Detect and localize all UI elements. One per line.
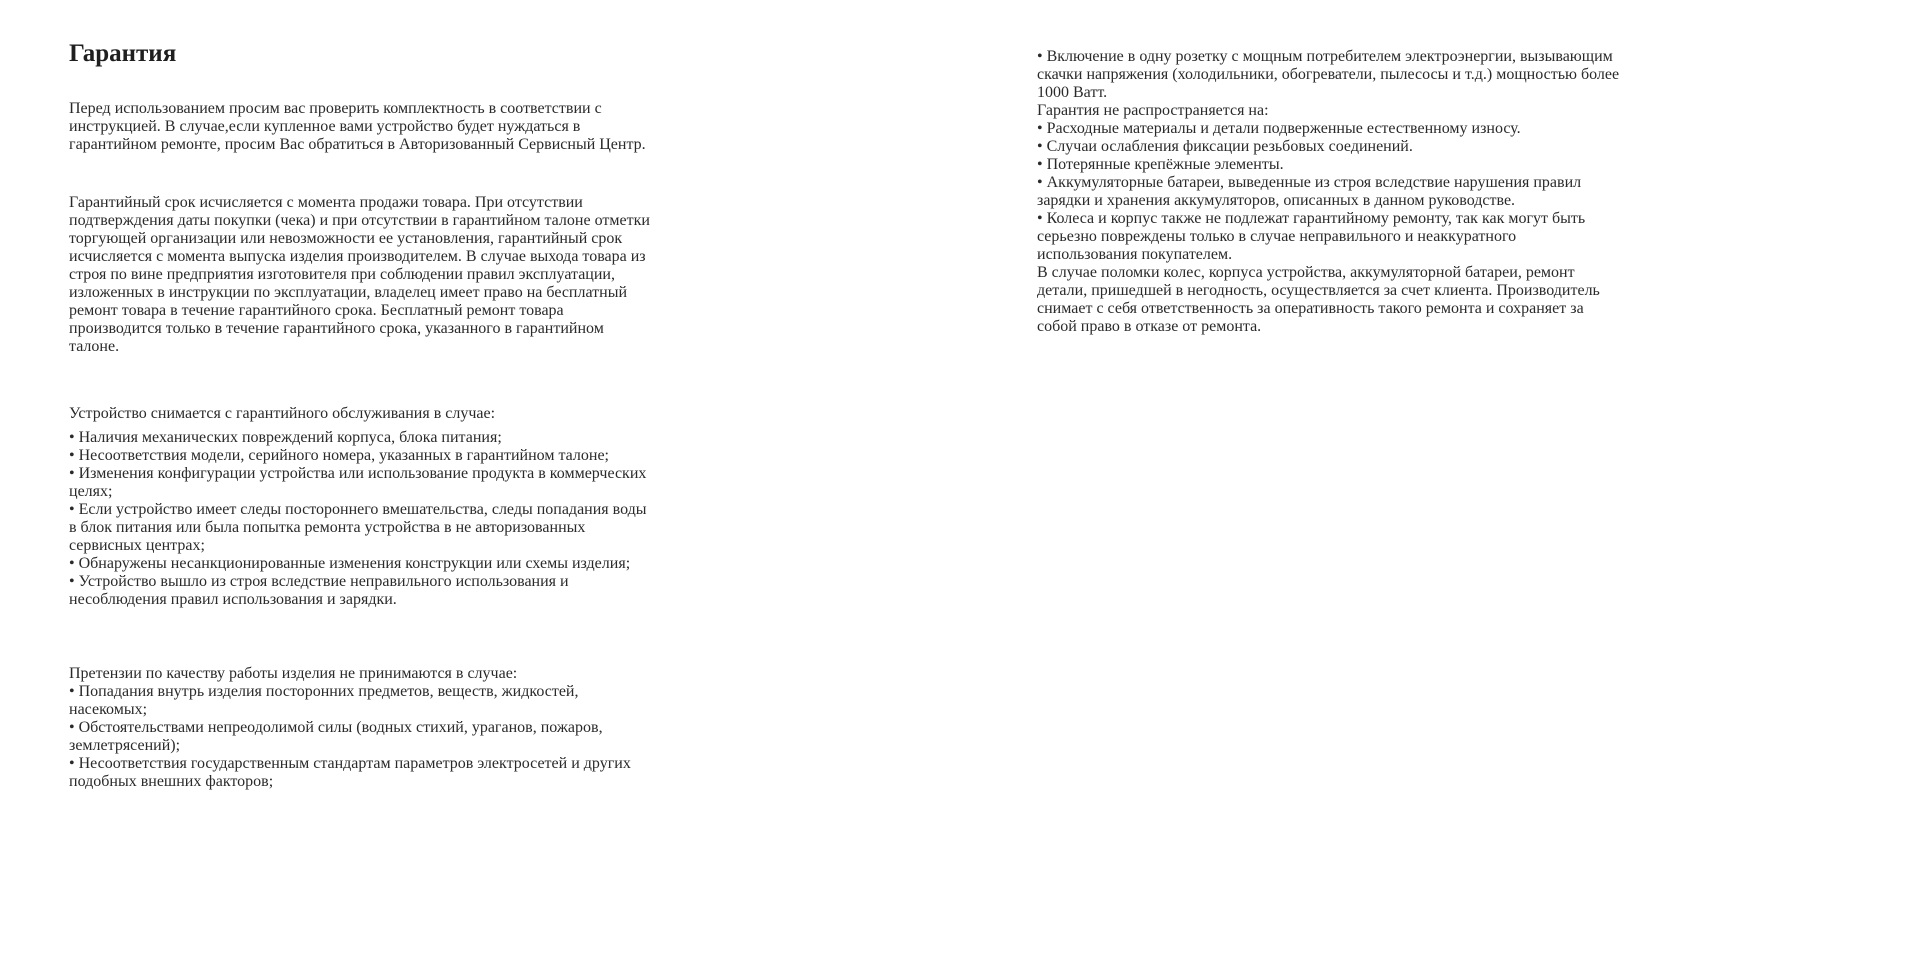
final-note-paragraph: В случае поломки колес, корпуса устройства, аккумуляторной батареи, ремонт детали, пришедшей в негодность, осуществляется за счет клиента. Производитель снимает с себя ответственность за оперативность такого ремонта и сохраняет за собой право в отказе от ремонта. bbox=[1037, 264, 1600, 335]
list-item: • Попадания внутрь изделия посторонних предметов, веществ, жидкостей, насекомых; bbox=[69, 683, 789, 719]
list-item: • Изменения конфигурации устройства или использование продукта в коммерческих целях; bbox=[69, 465, 789, 501]
list-item: • Несоответствия государственным стандартам параметров электросетей и других подобных внешних факторов; bbox=[69, 755, 789, 791]
removal-heading: Устройство снимается с гарантийного обслуживания в случае: bbox=[69, 405, 496, 422]
list-item: • Наличия механических повреждений корпуса, блока питания; bbox=[69, 429, 789, 447]
not-covered-heading: Гарантия не распространяется на: bbox=[1037, 102, 1269, 119]
list-item: • Несоответствия модели, серийного номера, указанных в гарантийном талоне; bbox=[69, 447, 789, 465]
list-item: • Случаи ослабления фиксации резьбовых соединений. bbox=[1037, 138, 1757, 156]
list-item: • Расходные материалы и детали подверженные естественному износу. bbox=[1037, 120, 1757, 138]
continued-item-section bbox=[1037, 48, 1757, 336]
page-title: Гарантия bbox=[69, 40, 177, 67]
list-item: • Колеса и корпус также не подлежат гарантийному ремонту, так как могут быть серьезно повреждены только в случае неправильного и неаккуратного использования покупателем. bbox=[1037, 210, 1757, 264]
list-item: • Если устройство имеет следы постороннего вмешательства, следы попадания воды в блок питания или была попытка ремонта устройства в не авторизованных сервисных центрах; bbox=[69, 501, 789, 555]
list-item: • Потерянные крепёжные элементы. bbox=[1037, 156, 1757, 174]
removal-section bbox=[69, 405, 789, 609]
list-item: • Аккумуляторные батареи, выведенные из строя вследствие нарушения правил зарядки и хранения аккумуляторов, описанных в данном руководстве. bbox=[1037, 174, 1757, 210]
list-item: • Обстоятельствами непреодолимой силы (водных стихий, ураганов, пожаров, землетрясений); bbox=[69, 719, 789, 755]
intro-paragraph: Перед использованием просим вас проверить комплектность в соответствии с инструкцией. В случае,если купленное вами устройство будет нуждаться в гарантийном ремонте, просим Вас обратиться в Авторизованный Сервисный Центр. bbox=[69, 100, 646, 153]
claims-heading: Претензии по качеству работы изделия не принимаются в случае: bbox=[69, 665, 518, 682]
not-covered-list bbox=[1037, 120, 1757, 264]
claims-list bbox=[69, 683, 789, 791]
continued-list bbox=[1037, 48, 1757, 102]
removal-list bbox=[69, 429, 789, 609]
list-item: • Устройство вышло из строя вследствие неправильного использования и несоблюдения правил использования и зарядки. bbox=[69, 573, 789, 609]
warranty-period-paragraph: Гарантийный срок исчисляется с момента продажи товара. При отсутствии подтверждения даты покупки (чека) и при отсутствии в гарантийном талоне отметки торгующей организации или невозможности ее установления, гарантийный срок исчисляется с момента выпуска изделия производителем. В случае выхода товара из строя по вине предприятия изготовителя при соблюдении правил эксплуатации, изложенных в инструкции по эксплуатации, владелец имеет право на бесплатный ремонт товара в течение гарантийного срока. Бесплатный ремонт товара производится только в течение гарантийного срока, указанного в гарантийном талоне. bbox=[69, 194, 650, 355]
claims-section bbox=[69, 665, 789, 791]
list-item: • Включение в одну розетку с мощным потребителем электроэнергии, вызывающим скачки напряжения (холодильники, обогреватели, пылесосы и т.д.) мощностью более 1000 Ватт. bbox=[1037, 48, 1757, 102]
list-item: • Обнаружены несанкционированные изменения конструкции или схемы изделия; bbox=[69, 555, 789, 573]
